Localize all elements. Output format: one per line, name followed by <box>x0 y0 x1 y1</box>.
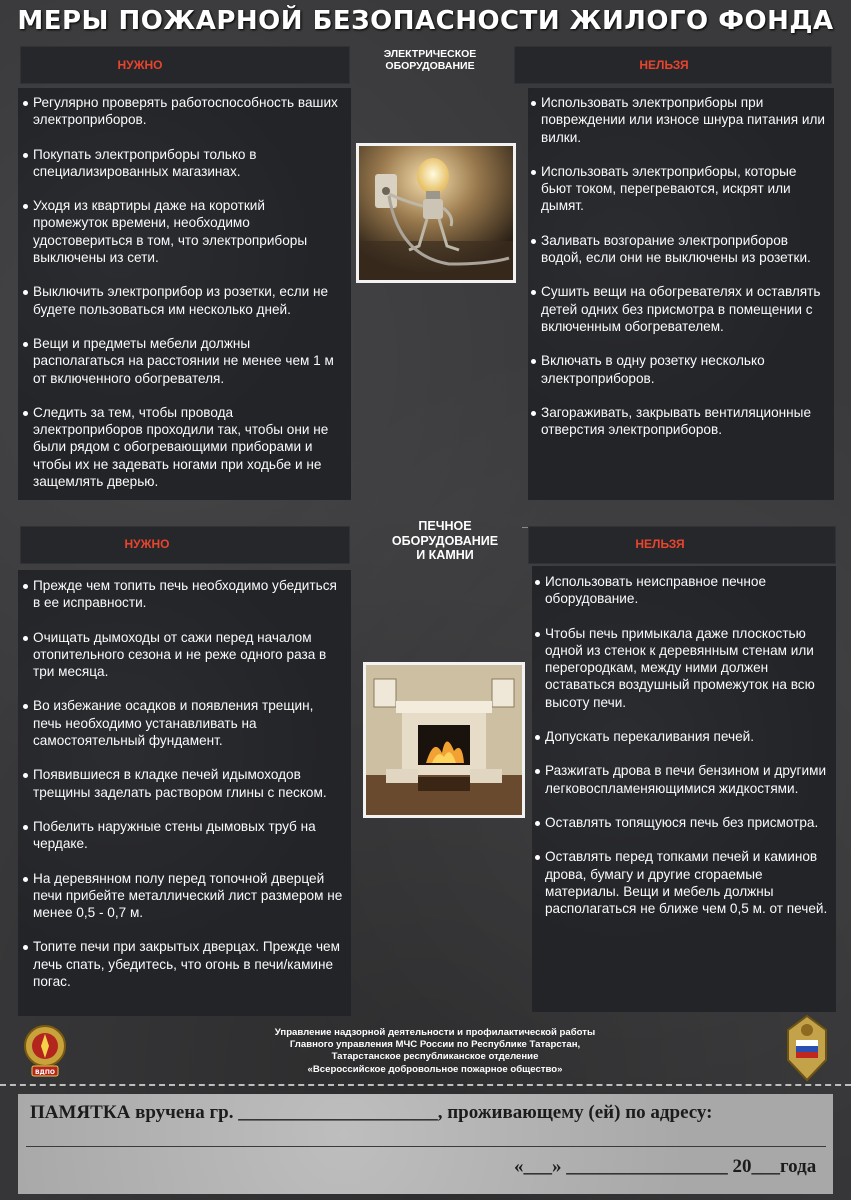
list-item: Уходя из квартиры даже на короткий промежуток времени, необходимо удостовериться в том, что электроприборы выключены из сети. <box>22 197 343 266</box>
stove-heading-line-2: ОБОРУДОВАНИЕ <box>391 533 499 548</box>
list-item: Использовать электроприборы, которые бьют током, перегреваются, искрят или дымят. <box>530 163 828 215</box>
footer-line-4: «Всероссийское добровольное пожарное общество» <box>307 1063 563 1075</box>
list-item: Загораживать, закрывать вентиляционные отверстия электроприборов. <box>530 404 828 439</box>
list-item: Допускать перекаливания печей. <box>534 728 830 745</box>
list-item: Заливать возгорание электроприборов водой, если они не выключены из розетки. <box>530 232 828 267</box>
stove-need-label: НУЖНО <box>124 537 170 551</box>
stove-forbid-list <box>534 573 830 917</box>
bulb-robot-illustration <box>359 146 513 280</box>
list-item: На деревянном полу перед топочной дверцей печи прибейте металлический лист размером не менее 0,5 - 0,7 м. <box>22 870 345 922</box>
electric-forbid-label: НЕЛЬЗЯ <box>639 58 689 72</box>
form-blank-line <box>26 1146 826 1147</box>
emergency-shield-icon <box>784 1014 830 1082</box>
cut-line <box>0 1084 851 1086</box>
stove-forbid-label: НЕЛЬЗЯ <box>635 537 685 551</box>
stove-need-list <box>22 577 345 990</box>
stove-heading-line-1: ПЕЧНОЕ <box>418 519 472 533</box>
list-item: Вещи и предметы мебели должны располагаться на расстоянии не менее чем 1 м от включенного обогревателя. <box>22 335 343 387</box>
list-item: Разжигать дрова в печи бензином и другими легковоспламеняющимися жидкостями. <box>534 762 830 797</box>
list-item: Включать в одну розетку несколько электроприборов. <box>530 352 828 387</box>
list-item: Во избежание осадков и появления трещин, печь необходимо устанавливать на самостоятельный фундамент. <box>22 697 345 749</box>
electric-need-list <box>22 94 343 490</box>
fireplace-photo <box>363 662 525 818</box>
list-item: Следить за тем, чтобы провода электроприборов проходили так, чтобы они не были рядом с обогревающими приборами и чтобы их не задевать ногами при ходьбе и не защемлять дверью. <box>22 404 343 490</box>
electric-heading-line-2: ОБОРУДОВАНИЕ <box>385 60 475 72</box>
footer-line-1: Управление надзорной деятельности и профилактической работы <box>274 1027 596 1038</box>
stove-forbid-column <box>532 566 836 1012</box>
list-item: Использовать электроприборы при повреждении или износе шнура питания или вилки. <box>530 94 828 146</box>
handover-line-2: «___» _________________ 20___года <box>514 1156 817 1177</box>
handover-line-1: ПАМЯТКА вручена гр. _____________________, проживающему (ей) по адресу: <box>30 1102 713 1123</box>
list-item: Оставлять топящуюся печь без присмотра. <box>534 814 830 831</box>
list-item: Регулярно проверять работоспособность ваших электроприборов. <box>22 94 343 129</box>
list-item: Выключить электроприбор из розетки, если не будете пользоваться им несколько дней. <box>22 283 343 318</box>
electric-section-heading <box>355 48 505 72</box>
footer-line-3: Татарстанское республиканское отделение <box>331 1051 539 1063</box>
bulb-robot-photo <box>356 143 516 283</box>
vdpo-emblem-icon <box>22 1018 68 1080</box>
fireplace-illustration <box>366 665 522 815</box>
electric-heading-line-1: ЭЛЕКТРИЧЕСКОЕ <box>383 48 477 60</box>
electric-forbid-column <box>528 88 834 500</box>
electric-need-label: НУЖНО <box>117 58 163 72</box>
list-item: Чтобы печь примыкала даже плоскостью одной из стенок к деревянным стенам или перегородкам, между ними должен оставаться воздушный промежуток на всю высоту печи. <box>534 625 830 711</box>
list-item: Оставлять перед топками печей и каминов дрова, бумагу и другие сгораемые материалы. Вещи и мебель должны располагаться не ближе чем 0,5 м. от печей. <box>534 848 830 917</box>
footer-organization <box>200 1027 670 1076</box>
electric-need-column <box>18 88 351 500</box>
list-item: Прежде чем топить печь необходимо убедиться в ее исправности. <box>22 577 345 612</box>
footer-line-2: Главного управления МЧС России по Республике Татарстан, <box>289 1039 581 1051</box>
stove-heading-line-3: И КАМНИ <box>416 548 474 562</box>
list-item: Появившиеся в кладке печей идымоходов трещины заделать раствором глины с песком. <box>22 766 345 801</box>
shield-emblem-right <box>784 1014 830 1082</box>
list-item: Очищать дымоходы от сажи перед началом отопительного сезона и не реже одного раза в три месяца. <box>22 629 345 681</box>
fire-emblem-left <box>22 1018 68 1080</box>
stove-section-heading <box>355 519 535 563</box>
list-item: Топите печи при закрытых дверцах. Прежде чем лечь спать, убедитесь, что огонь в печи/камине погас. <box>22 938 345 990</box>
stove-need-column <box>18 570 351 1016</box>
list-item: Сушить вещи на обогревателях и оставлять детей одних без присмотра в помещении с включенным обогревателем. <box>530 283 828 335</box>
list-item: Использовать неисправное печное оборудование. <box>534 573 830 608</box>
electric-forbid-list <box>530 94 828 438</box>
emblem-label: ВДПО <box>34 1069 56 1076</box>
page-title: МЕРЫ ПОЖАРНОЙ БЕЗОПАСНОСТИ ЖИЛОГО ФОНДА <box>17 6 834 36</box>
list-item: Покупать электроприборы только в специализированных магазинах. <box>22 146 343 181</box>
list-item: Побелить наружные стены дымовых труб на чердаке. <box>22 818 345 853</box>
